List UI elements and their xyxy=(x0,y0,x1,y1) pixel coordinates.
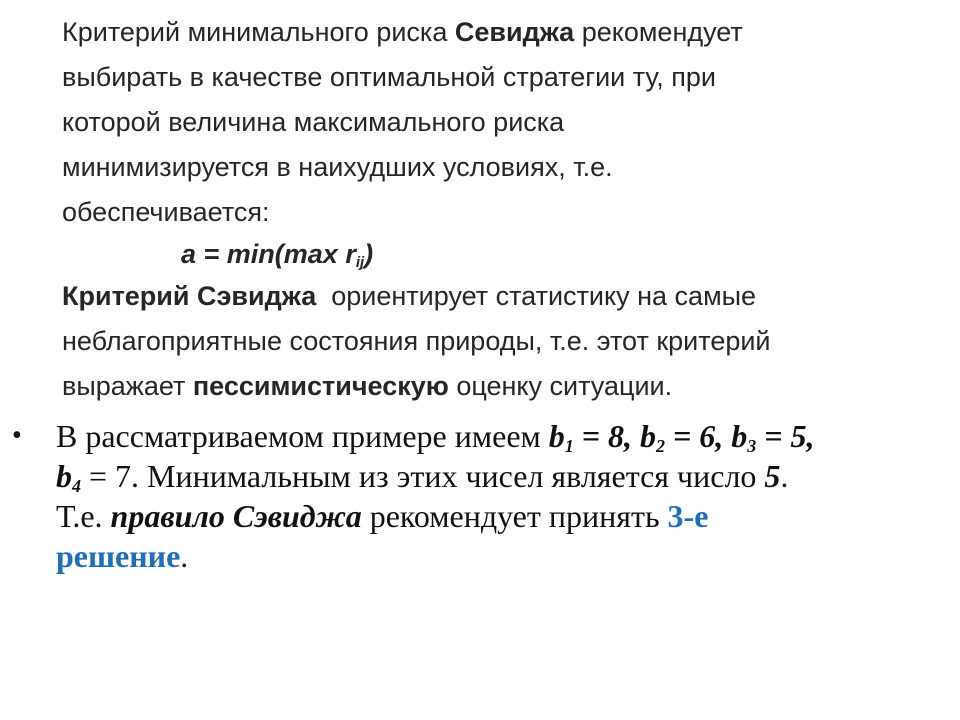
var-b: b xyxy=(640,418,657,454)
paragraph-savage-definition xyxy=(62,10,942,235)
accent-decision: решение xyxy=(56,538,181,574)
formula-main: a = min(max r xyxy=(181,239,356,269)
accent-third: 3-е xyxy=(667,498,709,534)
text-line: обеспечивается: xyxy=(62,197,270,227)
text-span: . Минимальным из этих чисел является число xyxy=(131,458,765,494)
text-span: рекомендует принять xyxy=(361,498,668,534)
savage-rule-emphasis: правило Сэвиджа xyxy=(110,498,362,534)
text-line: минимизируется в наихудших условиях, т.е. xyxy=(62,152,613,182)
b1-expr xyxy=(549,418,815,454)
paragraph-savage-orientation xyxy=(62,274,942,409)
bullet-text xyxy=(56,416,946,576)
text-line xyxy=(56,416,946,456)
text-line: неблагоприятные состояния природы, т.е. этот критерий xyxy=(62,326,771,356)
formula-subscript: ij xyxy=(355,254,365,271)
pessimistic-bold: пессимистическую xyxy=(192,371,449,401)
bullet-marker: • xyxy=(12,420,22,451)
savage-bold-term: Севиджа xyxy=(454,17,575,47)
var-b: b xyxy=(731,418,748,454)
text-span: выражает xyxy=(62,371,193,401)
text-line xyxy=(56,536,946,576)
value: = 7 xyxy=(81,458,132,494)
text-line xyxy=(56,456,946,496)
text-span: Т.е. xyxy=(56,498,111,534)
text-span: Критерий минимального риска xyxy=(62,17,455,47)
text-line: выбирать в качестве оптимальной стратегии ту, при xyxy=(62,62,716,92)
min-value: 5 xyxy=(764,458,781,494)
text-line xyxy=(62,10,942,55)
savage-criterion-bold: Критерий Сэвиджа xyxy=(62,281,317,311)
formula-close: ) xyxy=(364,239,374,269)
text-span: В рассматриваемом примере имеем xyxy=(56,418,549,454)
var-b: b xyxy=(548,418,565,454)
text-span: . xyxy=(180,538,189,574)
subscript: 4 xyxy=(72,476,81,496)
text-span: . xyxy=(780,458,789,494)
text-line xyxy=(62,364,942,409)
var-b: b xyxy=(56,458,72,494)
value: = 5, xyxy=(756,418,815,454)
value: = 8, xyxy=(573,418,641,454)
savage-formula xyxy=(181,232,373,277)
text-span: рекомендует xyxy=(574,17,743,47)
subscript: 2 xyxy=(656,436,666,456)
value: = 6, xyxy=(665,418,732,454)
text-line xyxy=(62,274,942,319)
text-line: которой величина максимального риска xyxy=(62,107,565,137)
subscript: 1 xyxy=(564,436,574,456)
text-span: ориентирует статистику на самые xyxy=(316,281,757,311)
subscript: 3 xyxy=(747,436,757,456)
text-span: оценку ситуации. xyxy=(448,371,673,401)
text-line xyxy=(56,496,946,536)
